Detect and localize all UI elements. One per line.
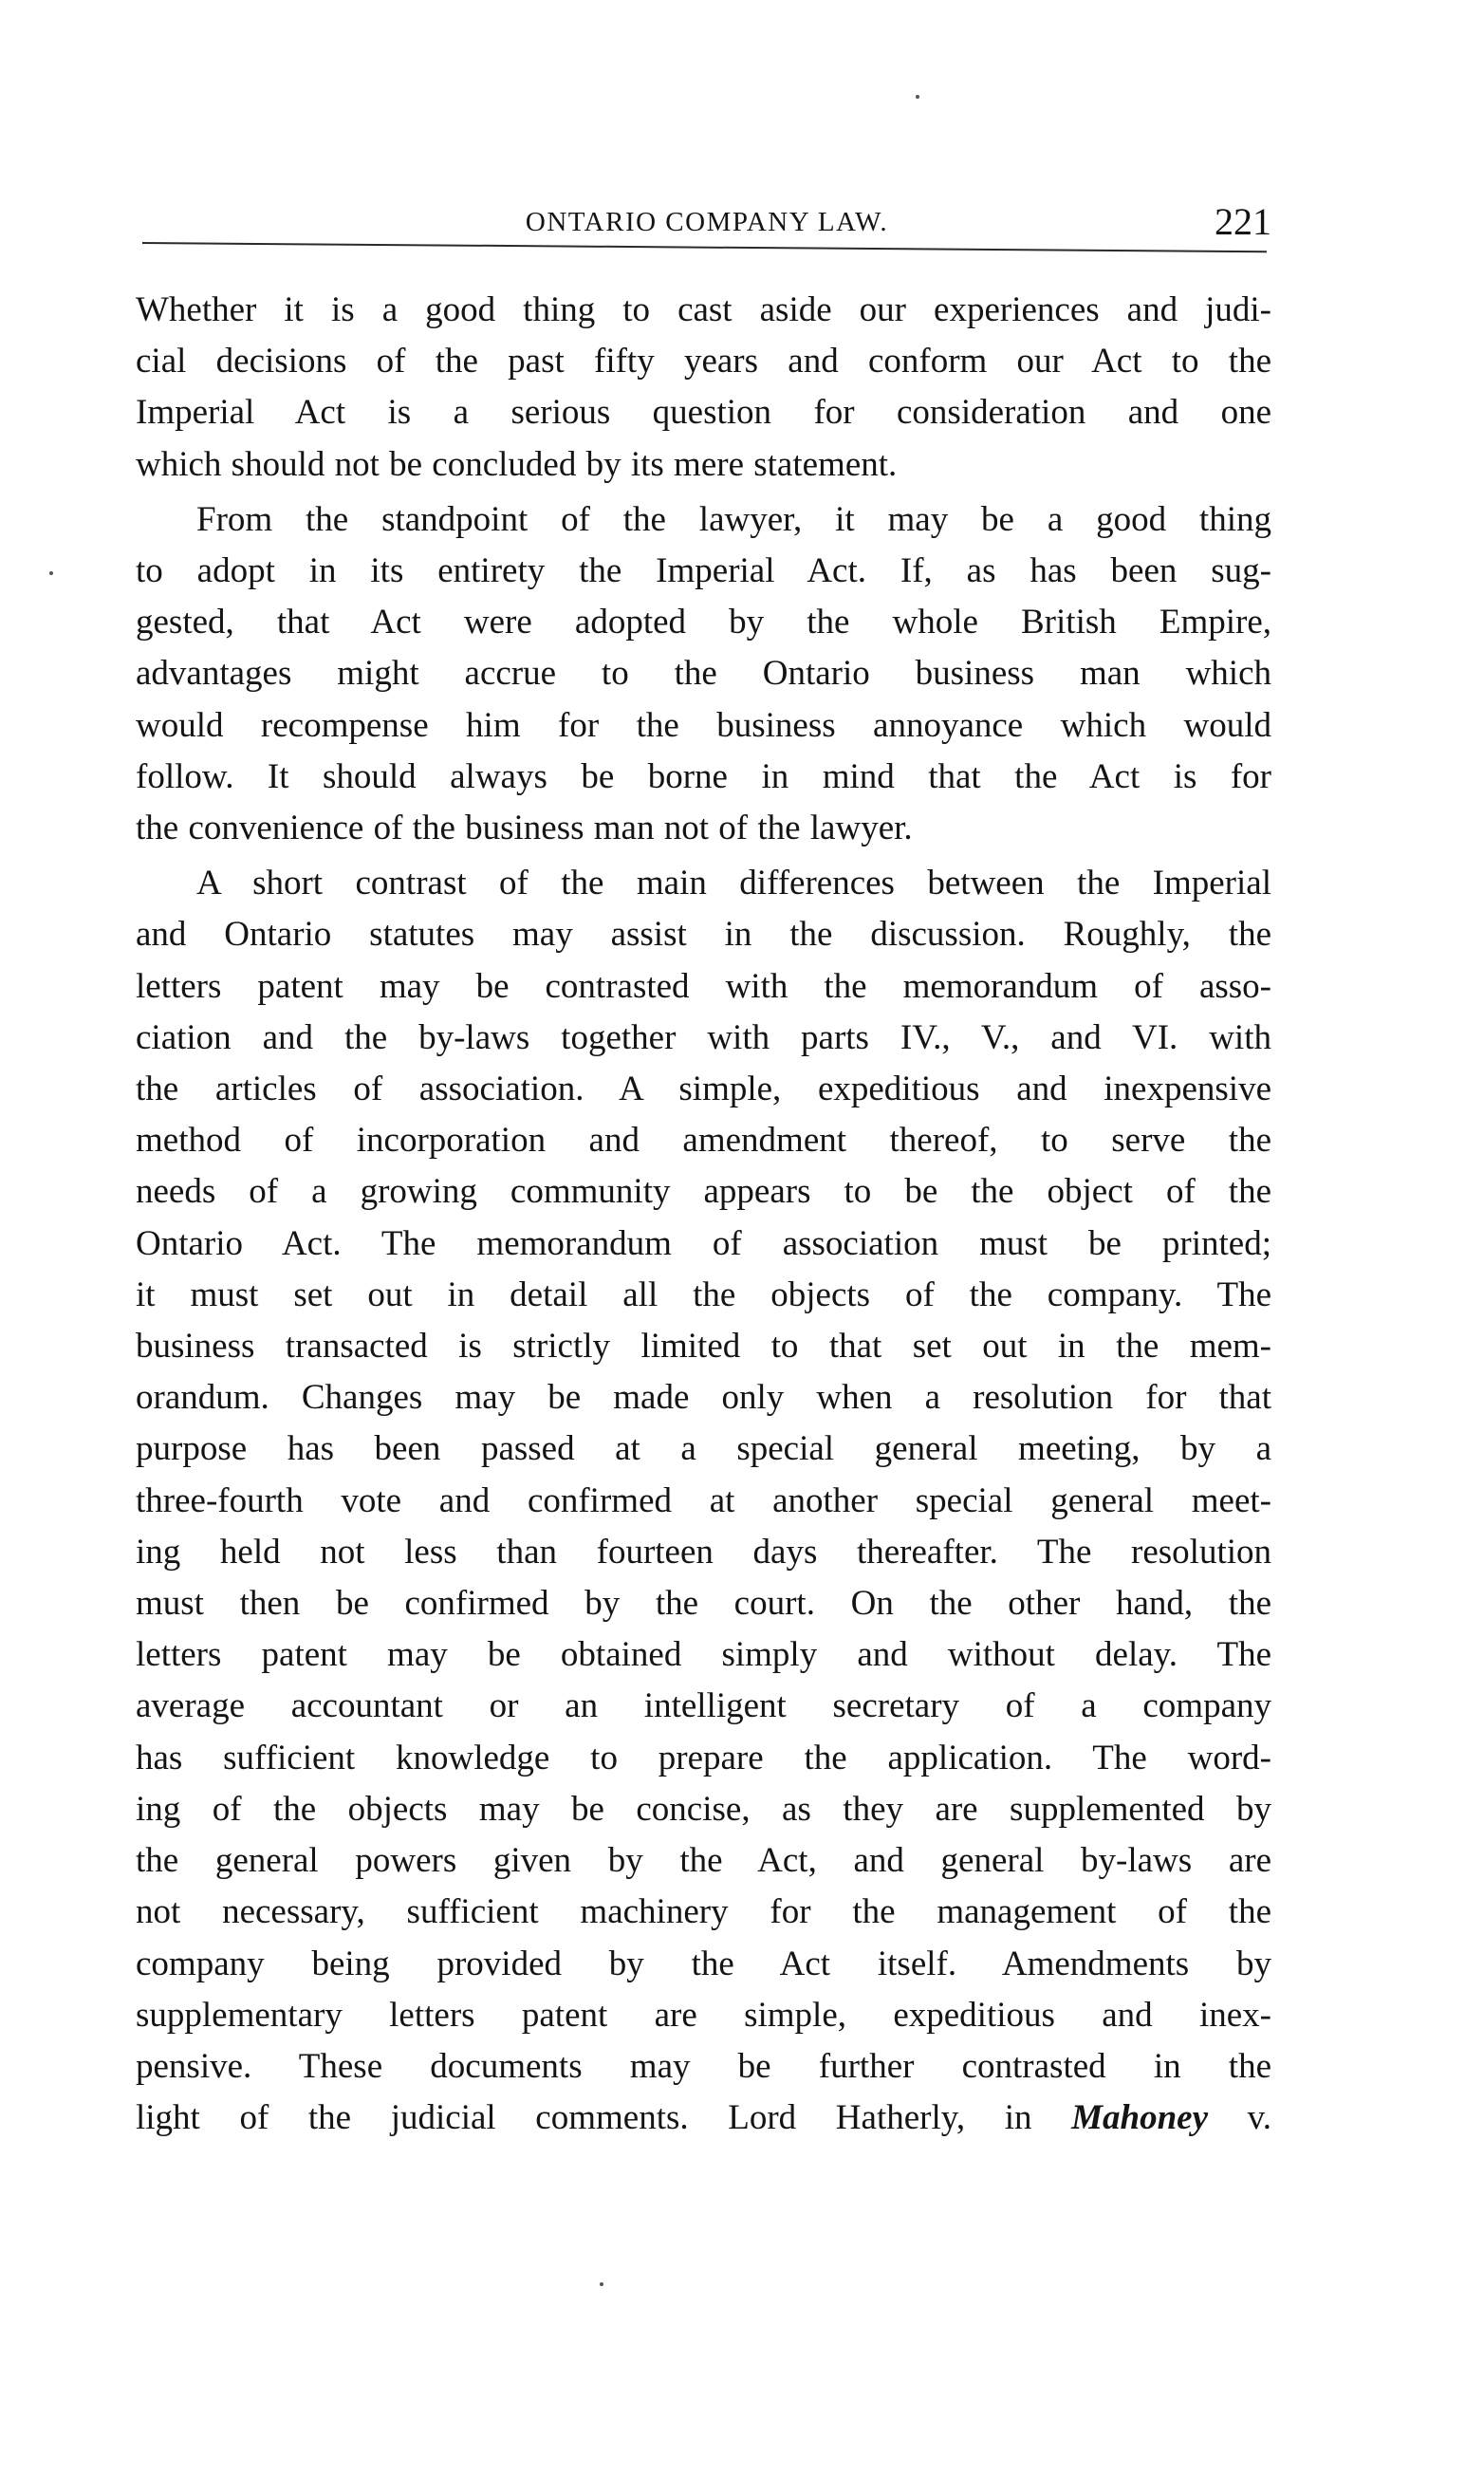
- text-line: Ontario Act. The memorandum of association must be printed;: [136, 1223, 1271, 1263]
- text-line: and Ontario statutes may assist in the discussion. Roughly, the: [136, 915, 1271, 955]
- text-line: cial decisions of the past fifty years and conform our Act to the: [136, 342, 1271, 381]
- text-line: must then be confirmed by the court. On the other hand, the: [136, 1584, 1271, 1624]
- text-line: pensive. These documents may be further contrasted in the: [136, 2046, 1271, 2086]
- text-run: v.: [1208, 2098, 1271, 2138]
- text-line: it must set out in detail all the objects of the company. The: [136, 1275, 1271, 1314]
- text-line: A short contrast of the main differences between the Imperial: [196, 864, 1271, 903]
- text-line: needs of a growing community appears to be the object of the: [136, 1172, 1271, 1212]
- case-name: Mahoney: [1071, 2098, 1209, 2138]
- text-line: to adopt in its entirety the Imperial Act. If, as has been sug-: [136, 551, 1271, 591]
- text-line: business transacted is strictly limited to that set out in the mem-: [136, 1327, 1271, 1367]
- text-line: not necessary, sufficient machinery for the management of the: [136, 1892, 1271, 1932]
- text-line: Imperial Act is a serious question for consideration and one: [136, 393, 1271, 433]
- paragraph-2: [136, 494, 1271, 854]
- text-line: gested, that Act were adopted by the whole British Empire,: [136, 603, 1271, 642]
- text-line: method of incorporation and amendment thereof, to serve the: [136, 1121, 1271, 1161]
- scan-speck: [600, 2282, 603, 2286]
- text-line: advantages might accrue to the Ontario business man which: [136, 654, 1271, 694]
- text-line: Whether it is a good thing to cast aside our experiences and judi-: [136, 290, 1271, 329]
- text-line: average accountant or an intelligent secretary of a company: [136, 1686, 1271, 1726]
- text-line: the articles of association. A simple, expeditious and inexpensive: [136, 1070, 1271, 1109]
- text-line: which should not be concluded by its mere statement.: [136, 444, 898, 484]
- running-title: ONTARIO COMPANY LAW.: [525, 207, 889, 237]
- text-line: From the standpoint of the lawyer, it may be a good thing: [196, 499, 1271, 539]
- body-text: [136, 285, 1271, 2144]
- page-number: 221: [1215, 200, 1271, 243]
- final-text-line: [136, 2093, 1271, 2144]
- text-line: the convenience of the business man not of the lawyer.: [136, 809, 913, 848]
- text-line: ciation and the by-laws together with parts IV., V., and VI. with: [136, 1017, 1271, 1057]
- text-line: orandum. Changes may be made only when a resolution for that: [136, 1378, 1271, 1418]
- scan-speck: [916, 95, 919, 99]
- paragraph-3: [136, 858, 1271, 2144]
- paragraph-1: [136, 285, 1271, 491]
- text-line: letters patent may be obtained simply and without delay. The: [136, 1635, 1271, 1675]
- text-line: ing of the objects may be concise, as they are supplemented by: [136, 1789, 1271, 1829]
- text-line: company being provided by the Act itself. Amendments by: [136, 1944, 1271, 1983]
- text-line: has sufficient knowledge to prepare the application. The word-: [136, 1738, 1271, 1777]
- text-line: would recompense him for the business annoyance which would: [136, 705, 1271, 745]
- text-line: letters patent may be contrasted with the memorandum of asso-: [136, 966, 1271, 1006]
- text-line: follow. It should always be borne in mind that the Act is for: [136, 756, 1271, 796]
- text-line: three-fourth vote and confirmed at another special general meet-: [136, 1480, 1271, 1520]
- text-line: ing held not less than fourteen days thereafter. The resolution: [136, 1532, 1271, 1572]
- text-run: light of the judicial comments. Lord Hatherly, in: [136, 2098, 1072, 2138]
- text-line: purpose has been passed at a special general meeting, by a: [136, 1429, 1271, 1469]
- text-line: supplementary letters patent are simple, expeditious and inex-: [136, 1995, 1271, 2035]
- text-line: the general powers given by the Act, and general by-laws are: [136, 1841, 1271, 1881]
- scan-speck: [49, 571, 53, 575]
